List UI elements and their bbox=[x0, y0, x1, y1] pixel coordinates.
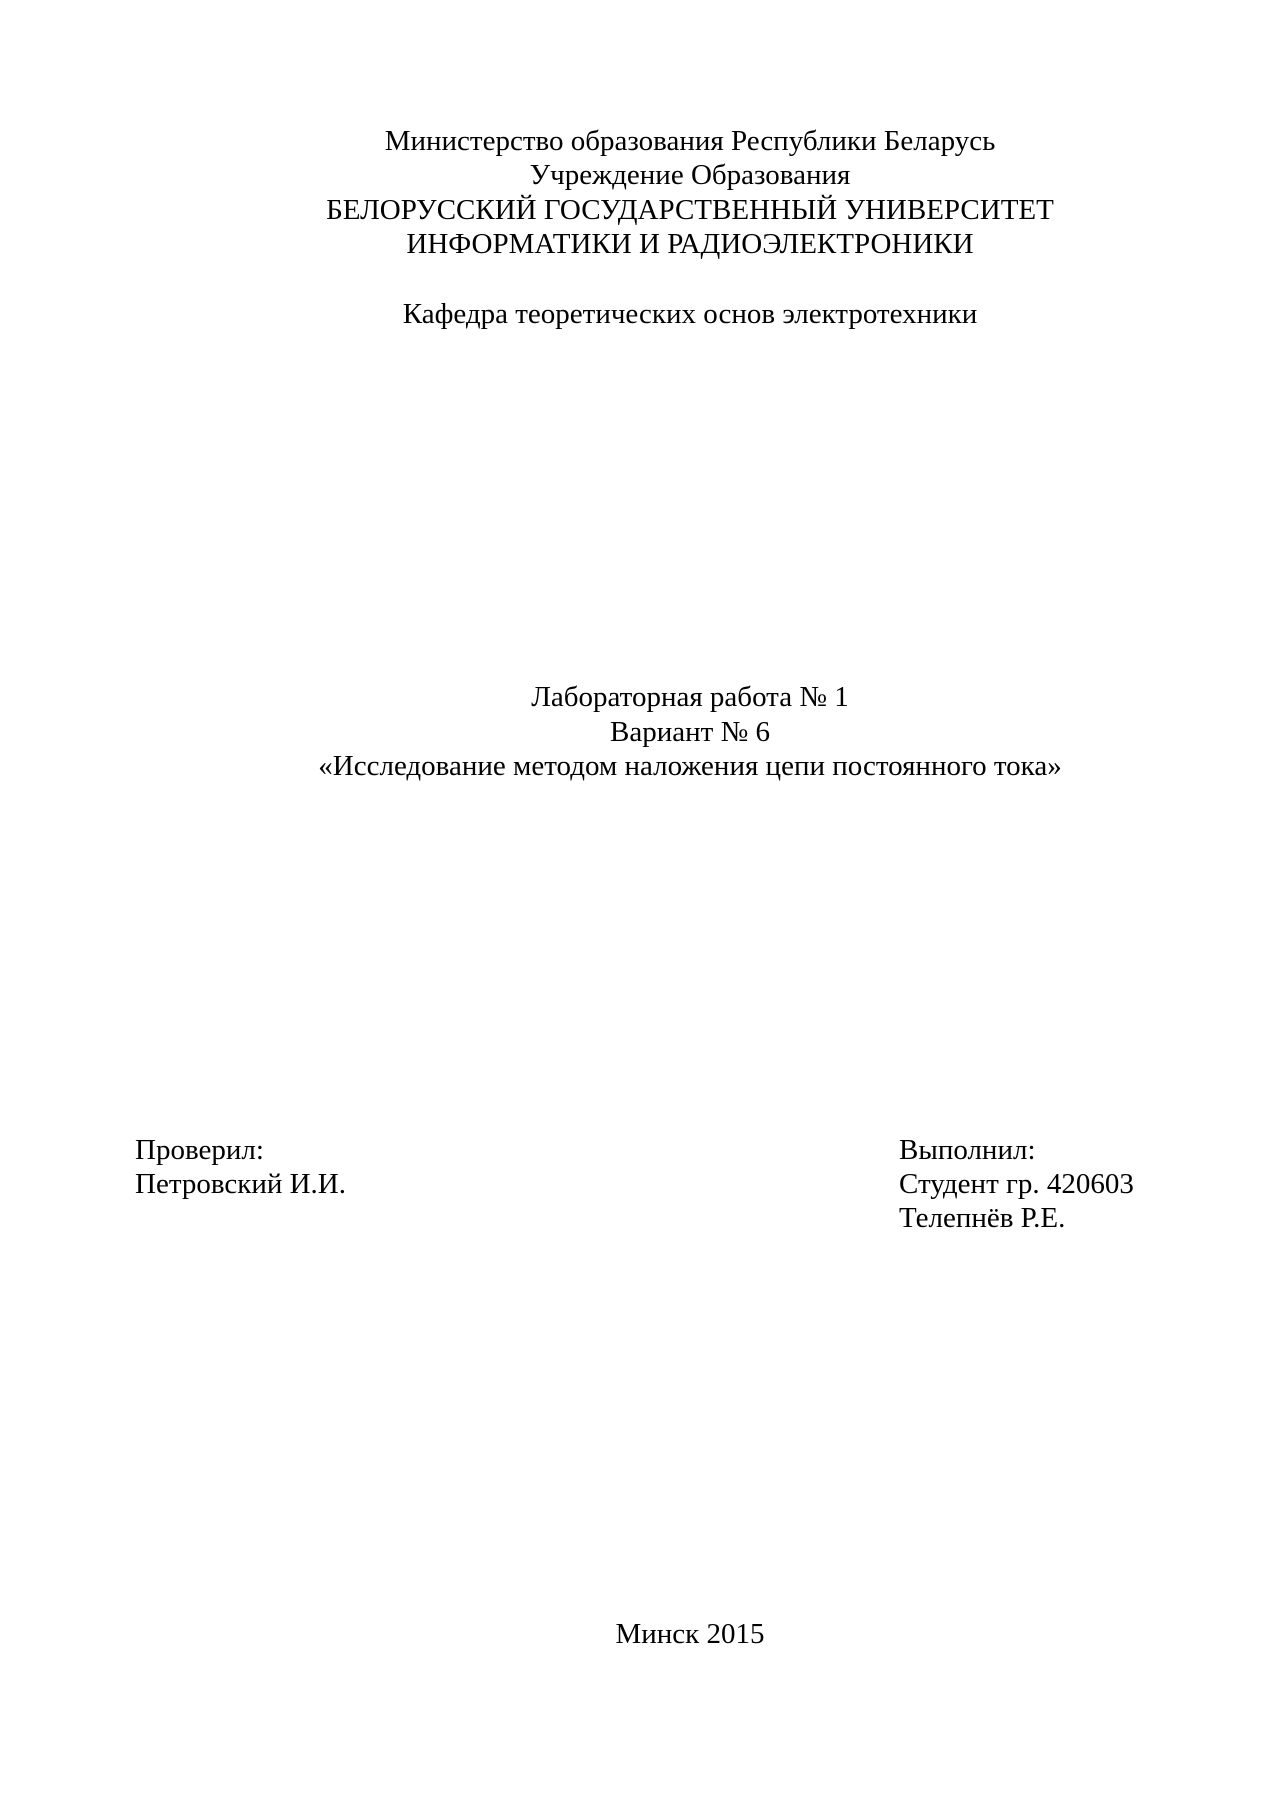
checked-by-name: Петровский И.И. bbox=[135, 1168, 347, 1200]
university-name-line-1: БЕЛОРУССКИЙ ГОСУДАРСТВЕННЫЙ УНИВЕРСИТЕТ bbox=[326, 194, 1054, 226]
ministry-line: Министерство образования Республики Беларусь bbox=[384, 125, 996, 157]
work-topic: «Исследование методом наложения цепи постоянного тока» bbox=[318, 750, 1062, 782]
city-year: Минск 2015 bbox=[615, 1618, 765, 1650]
department-line: Кафедра теоретических основ электротехники bbox=[402, 298, 978, 330]
work-title: Лабораторная работа № 1 bbox=[531, 681, 849, 713]
institution-type-line: Учреждение Образования bbox=[529, 159, 851, 191]
university-name-line-2: ИНФОРМАТИКИ И РАДИОЭЛЕКТРОНИКИ bbox=[406, 228, 974, 260]
performed-by-label: Выполнил: bbox=[899, 1134, 1036, 1166]
checked-by-label: Проверил: bbox=[135, 1134, 264, 1166]
work-variant: Вариант № 6 bbox=[610, 716, 770, 748]
performed-by-group: Студент гр. 420603 bbox=[899, 1168, 1134, 1200]
performed-by-name: Телепнёв Р.Е. bbox=[899, 1202, 1066, 1234]
